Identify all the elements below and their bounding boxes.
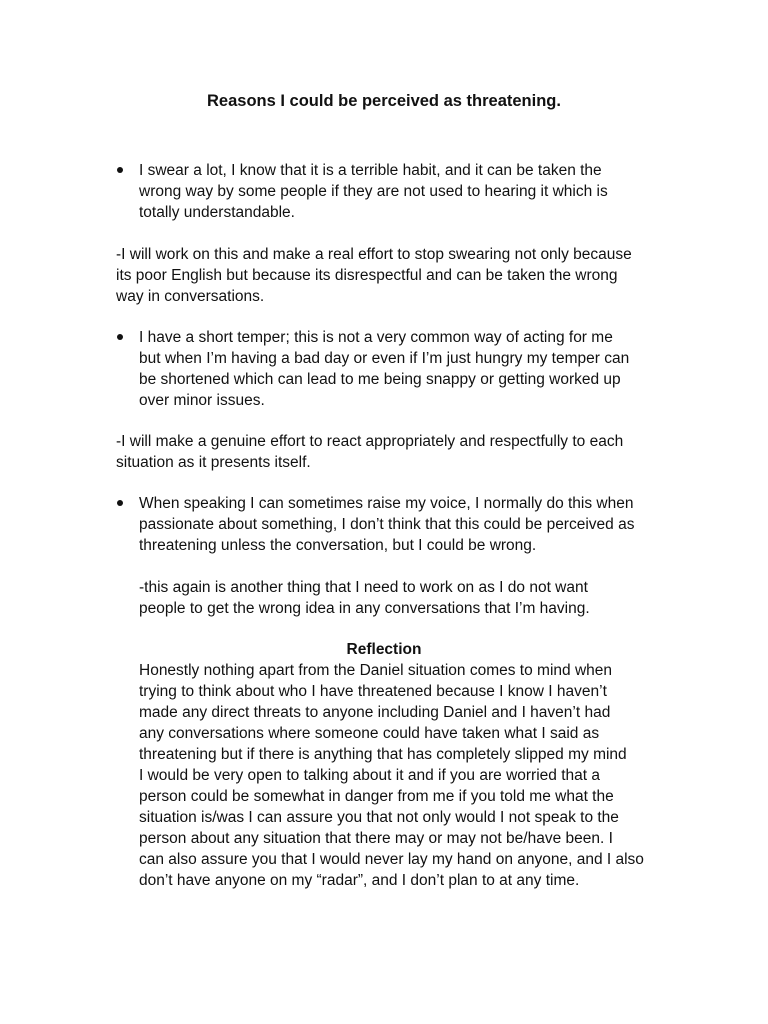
document-title: Reasons I could be perceived as threatening. (207, 92, 561, 110)
bullet-voice: When speaking I can sometimes raise my voice, I normally do this when passionate about something, I don’t think that this could be perceived as threatening unless the conversation, but I could be wrong. (139, 495, 635, 554)
response-voice: -this again is another thing that I need to work on as I do not want people to get the wrong idea in any conversations that I’m having. (139, 579, 590, 617)
bullet-icon (117, 167, 123, 173)
response-swearing: -I will work on this and make a real effort to stop swearing not only because its poor English but because its disrespectful and can be taken the wrong way in conversations. (116, 246, 632, 305)
bullet-icon (117, 334, 123, 340)
reflection-heading: Reflection (346, 641, 422, 658)
response-temper: -I will make a genuine effort to react appropriately and respectfully to each situation as it presents itself. (116, 433, 624, 471)
reflection-paragraph: Honestly nothing apart from the Daniel situation comes to mind when trying to think about who I have threatened because I know I haven’t made any direct threats to anyone including Daniel and I haven’t had any conversations where someone could have taken what I said as threatening but if there is anything that has completely slipped my mind I would be very open to talking about it and if you are worried that a person could be somewhat in danger from me if you told me what the situation is/was I can assure you that not only would I not speak to the person about any situation that there may or may not be/have been. I can also assure you that I would never lay my hand on anyone, and I also don’t have anyone on my “radar”, and I don’t plan to at any time. (139, 662, 644, 889)
bullet-temper: I have a short temper; this is not a very common way of acting for me but when I’m having a bad day or even if I’m just hungry my temper can be shortened which can lead to me being snappy or getting worked up over minor issues. (139, 329, 630, 409)
bullet-icon (117, 500, 123, 506)
bullet-swearing: I swear a lot, I know that it is a terrible habit, and it can be taken the wrong way by some people if they are not used to hearing it which is totally understandable. (139, 162, 608, 221)
